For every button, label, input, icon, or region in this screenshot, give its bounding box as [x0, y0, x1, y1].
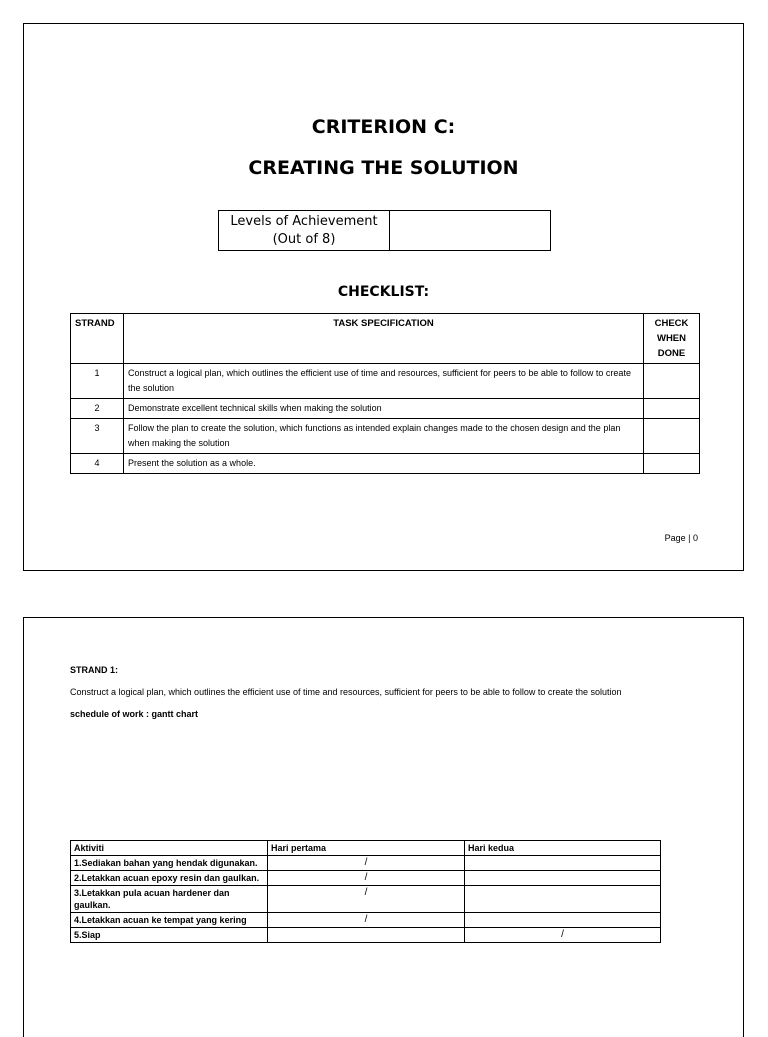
header-hari-pertama: Hari pertama	[268, 841, 465, 856]
checklist-table	[70, 313, 700, 474]
strand-number: 2	[71, 399, 124, 419]
activity-cell: 4.Letakkan acuan ke tempat yang kering	[71, 913, 268, 928]
levels-of-achievement-value	[390, 211, 550, 250]
gantt-table	[70, 840, 661, 943]
table-row	[71, 364, 700, 399]
header-check-when-done: CHECK WHEN DONE	[644, 314, 700, 364]
day2-mark	[465, 913, 661, 928]
document-page-1	[23, 23, 744, 571]
gantt-row	[71, 928, 661, 943]
task-specification: Present the solution as a whole.	[124, 454, 644, 474]
schedule-label: schedule of work : gantt chart	[70, 709, 199, 719]
page-title-line-2: CREATING THE SOLUTION	[248, 157, 519, 179]
gantt-header-row	[71, 841, 661, 856]
table-row	[71, 454, 700, 474]
task-specification: Follow the plan to create the solution, which functions as intended explain changes made to the chosen design and the plan when making the solution	[124, 419, 644, 454]
strand-number: 4	[71, 454, 124, 474]
check-cell	[644, 399, 700, 419]
day2-mark	[465, 856, 661, 871]
day1-mark: /	[268, 886, 465, 913]
check-cell	[644, 364, 700, 399]
checklist-title: CHECKLIST:	[337, 284, 430, 300]
day1-mark: /	[268, 871, 465, 886]
strand-heading: STRAND 1:	[70, 665, 119, 675]
gantt-row	[71, 871, 661, 886]
day2-mark	[465, 871, 661, 886]
page-number: Page | 0	[664, 533, 698, 543]
gantt-row	[71, 886, 661, 913]
strand-number: 1	[71, 364, 124, 399]
day2-mark: /	[465, 928, 661, 943]
activity-cell: 1.Sediakan bahan yang hendak digunakan.	[71, 856, 268, 871]
activity-cell: 2.Letakkan acuan epoxy resin dan gaulkan.	[71, 871, 268, 886]
table-header-row	[71, 314, 700, 364]
day1-mark	[268, 928, 465, 943]
task-specification: Demonstrate excellent technical skills when making the solution	[124, 399, 644, 419]
gantt-row	[71, 913, 661, 928]
activity-cell: 5.Siap	[71, 928, 268, 943]
levels-of-achievement-label: Levels of Achievement (Out of 8)	[219, 211, 390, 250]
header-strand: STRAND	[71, 314, 124, 364]
table-row	[71, 399, 700, 419]
levels-of-achievement-box	[218, 210, 551, 251]
check-cell	[644, 454, 700, 474]
header-aktiviti: Aktiviti	[71, 841, 268, 856]
header-hari-kedua: Hari kedua	[465, 841, 661, 856]
page-title-line-1: CRITERION C:	[311, 116, 456, 138]
document-page-2	[23, 617, 744, 1037]
task-specification: Construct a logical plan, which outlines the efficient use of time and resources, sufficient for peers to be able to follow to create the solution	[124, 364, 644, 399]
table-row	[71, 419, 700, 454]
day1-mark: /	[268, 856, 465, 871]
activity-cell: 3.Letakkan pula acuan hardener dan gaulkan.	[71, 886, 268, 913]
gantt-row	[71, 856, 661, 871]
strand-number: 3	[71, 419, 124, 454]
day1-mark: /	[268, 913, 465, 928]
day2-mark	[465, 886, 661, 913]
strand-description: Construct a logical plan, which outlines the efficient use of time and resources, sufficient for peers to be able to follow to create the solution	[70, 687, 622, 697]
check-cell	[644, 419, 700, 454]
header-task-specification: TASK SPECIFICATION	[124, 314, 644, 364]
